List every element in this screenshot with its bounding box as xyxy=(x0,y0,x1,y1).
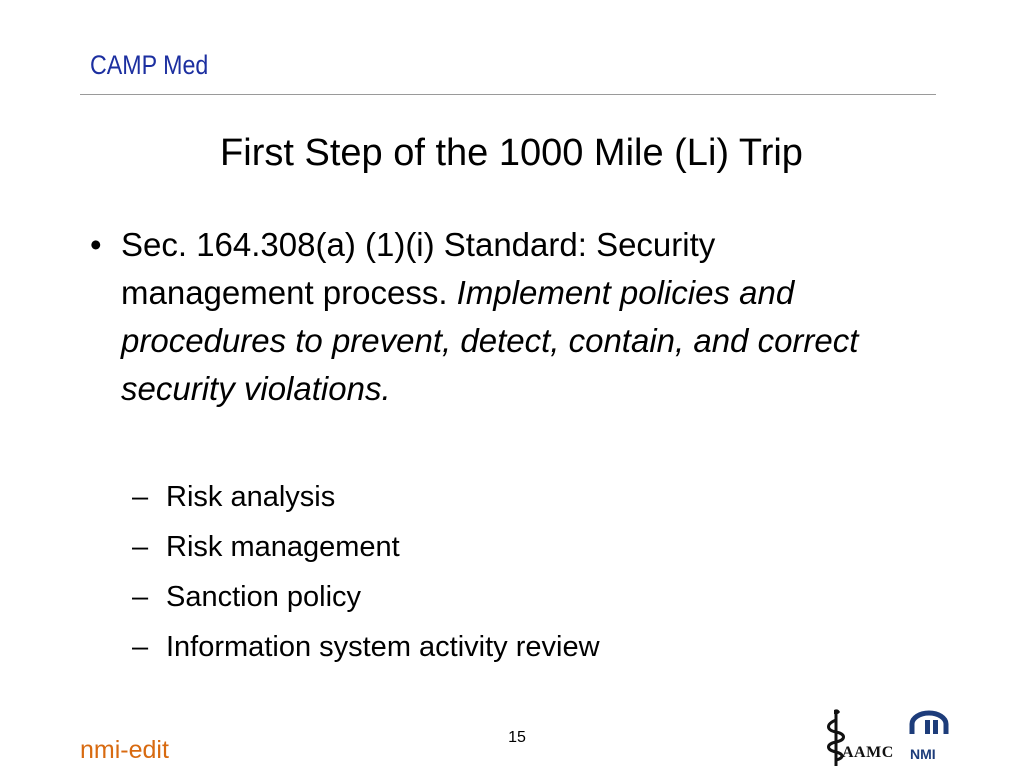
bullet-plain-text: Sec. 164.308(a) (1)(i) Standard: Security management process. xyxy=(121,226,716,311)
aamc-logo-text: AAMC xyxy=(842,744,894,761)
sub-bullet-label: Sanction policy xyxy=(166,581,362,613)
page-number: 15 xyxy=(508,729,526,746)
sub-bullet-label: Information system activity review xyxy=(166,631,600,663)
dash-mark: – xyxy=(132,531,149,563)
footer-brand: nmi-edit xyxy=(80,736,169,764)
sub-bullet-label: Risk management xyxy=(166,531,400,563)
header-divider xyxy=(80,94,936,95)
bullet-mark: • xyxy=(90,226,102,263)
bullet-text xyxy=(121,221,890,413)
sub-bullet-item xyxy=(132,572,600,622)
nmi-logo-text: NMI xyxy=(910,746,936,762)
nmi-arch-logo-icon xyxy=(904,710,954,738)
slide-title: First Step of the 1000 Mile (Li) Trip xyxy=(220,132,803,174)
header-brand: CAMP Med xyxy=(90,50,209,80)
sub-bullet-label: Risk analysis xyxy=(166,481,336,513)
sub-bullet-item xyxy=(132,472,600,522)
dash-mark: – xyxy=(132,631,149,663)
sub-bullet-list xyxy=(132,472,600,672)
dash-mark: – xyxy=(132,581,149,613)
main-bullet xyxy=(90,221,890,413)
footer-logos xyxy=(820,706,960,770)
dash-mark: – xyxy=(132,481,149,513)
sub-bullet-item xyxy=(132,522,600,572)
sub-bullet-item xyxy=(132,622,600,672)
bullet-italic-text: Implement policies and procedures to prevent, detect, contain, and correct security violations. xyxy=(121,274,859,407)
